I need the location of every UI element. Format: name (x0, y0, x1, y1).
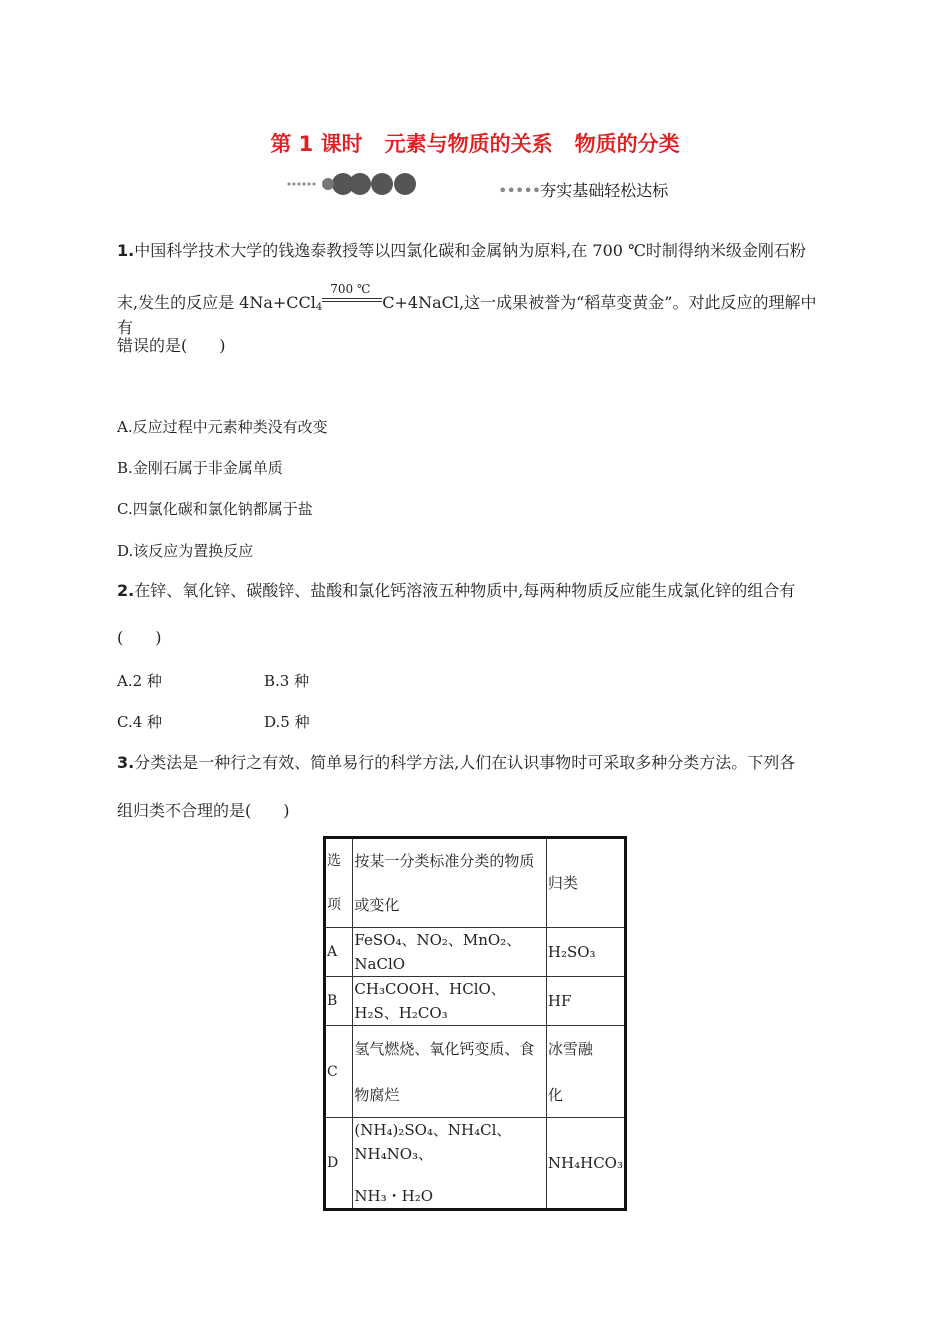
row-c-items-line-2: 物腐烂 (354, 1085, 400, 1104)
q2-text-line-1: 在锌、氧化锌、碳酸锌、盐酸和氯化钙溶液五种物质中,每两种物质反应能生成氯化锌的组合有 (134, 581, 796, 600)
row-d-items-line-1: (NH₄)₂SO₄、NH₄Cl、NH₄NO₃、 (354, 1121, 512, 1163)
row-a-items: FeSO₄、NO₂、MnO₂、NaClO (353, 928, 546, 977)
row-d-items (353, 1118, 546, 1210)
row-c-category (546, 1026, 625, 1118)
title-topic-1: 元素与物质的关系 (384, 132, 553, 156)
q1-option-d: D.该反应为置换反应 (117, 542, 254, 560)
section-heading-label: 夯实基础轻松达标 (540, 181, 669, 200)
q1-line-3: 错误的是( ) (117, 336, 226, 355)
q1-option-c: C.四氯化碳和氯化钠都属于盐 (117, 500, 313, 518)
section-heading (498, 178, 668, 201)
row-c-category-line-2: 化 (547, 1085, 563, 1104)
q1-number: 1. (117, 241, 135, 260)
page-title (0, 128, 950, 158)
row-c-category-line-1: 冰雪融 (547, 1039, 593, 1058)
section-heading-dots: ••••• (498, 181, 541, 200)
q2-line-1 (117, 581, 832, 601)
reaction-condition: 700 ℃ (330, 282, 371, 296)
row-d-category: NH₄HCO₃ (546, 1118, 625, 1210)
q1-option-a: A.反应过程中元素种类没有改变 (117, 418, 328, 436)
row-c-items (353, 1026, 546, 1118)
q3-line-2: 组归类不合理的是( ) (117, 801, 290, 820)
q1-subscript: 4 (315, 302, 323, 313)
table-row (325, 977, 626, 1026)
row-b-items: CH₃COOH、HClO、H₂S、H₂CO₃ (353, 977, 546, 1026)
header-items-cell (353, 838, 546, 928)
title-topic-2: 物质的分类 (574, 132, 680, 156)
row-d-option: D (325, 1118, 353, 1210)
q3-line-1 (117, 753, 832, 773)
table-row (325, 1026, 626, 1118)
q2-option-b: B.3 种 (264, 672, 310, 690)
q2-option-c: C.4 种 (117, 713, 163, 731)
header-option-line-2: 项 (327, 897, 341, 913)
header-category-cell: 归类 (546, 838, 625, 928)
header-items-line-1: 按某一分类标准分类的物质 (354, 852, 535, 870)
row-b-option: B (325, 977, 353, 1026)
row-d-items-line-2: NH₃・H₂O (354, 1187, 434, 1205)
row-b-category: HF (546, 977, 625, 1026)
header-items-line-2: 或变化 (354, 896, 400, 914)
row-a-category: H₂SO₃ (546, 928, 625, 977)
header-option-line-1: 选 (327, 853, 341, 869)
classification-table (323, 836, 627, 1211)
title-lesson: 第 1 课时 (270, 132, 363, 156)
q2-line-2: ( ) (117, 628, 162, 647)
q2-option-d: D.5 种 (264, 713, 310, 731)
row-c-items-line-1: 氢气燃烧、氧化钙变质、食 (354, 1039, 535, 1058)
table-header-row (325, 838, 626, 928)
q3-text-line-1: 分类法是一种行之有效、简单易行的科学方法,人们在认识事物时可采取多种分类方法。下列各 (134, 753, 796, 772)
q1-line-1 (117, 241, 832, 261)
table-row (325, 1118, 626, 1210)
q1-text-line-2-post: C+4NaCl,这一成果被誉为“稻草变黄金”。对此反应的理解中有 (117, 293, 817, 337)
header-option-cell (325, 838, 353, 928)
q1-text-line-1: 中国科学技术大学的钱逸泰教授等以四氯化碳和金属钠为原料,在 700 ℃时制得纳米级金刚石粉 (134, 241, 806, 260)
q1-option-b: B.金刚石属于非金属单质 (117, 459, 283, 477)
reaction-arrow (322, 282, 382, 311)
q1-line-2 (117, 282, 832, 338)
table-row (325, 928, 626, 977)
q1-text-line-2-pre: 末,发生的反应是 4Na+CCl (117, 293, 316, 312)
q3-number: 3. (117, 753, 135, 772)
row-a-option: A (325, 928, 353, 977)
q2-option-a: A.2 种 (117, 672, 162, 690)
row-c-option: C (325, 1026, 353, 1118)
section-decoration-graphic (286, 172, 426, 196)
q2-number: 2. (117, 581, 135, 600)
